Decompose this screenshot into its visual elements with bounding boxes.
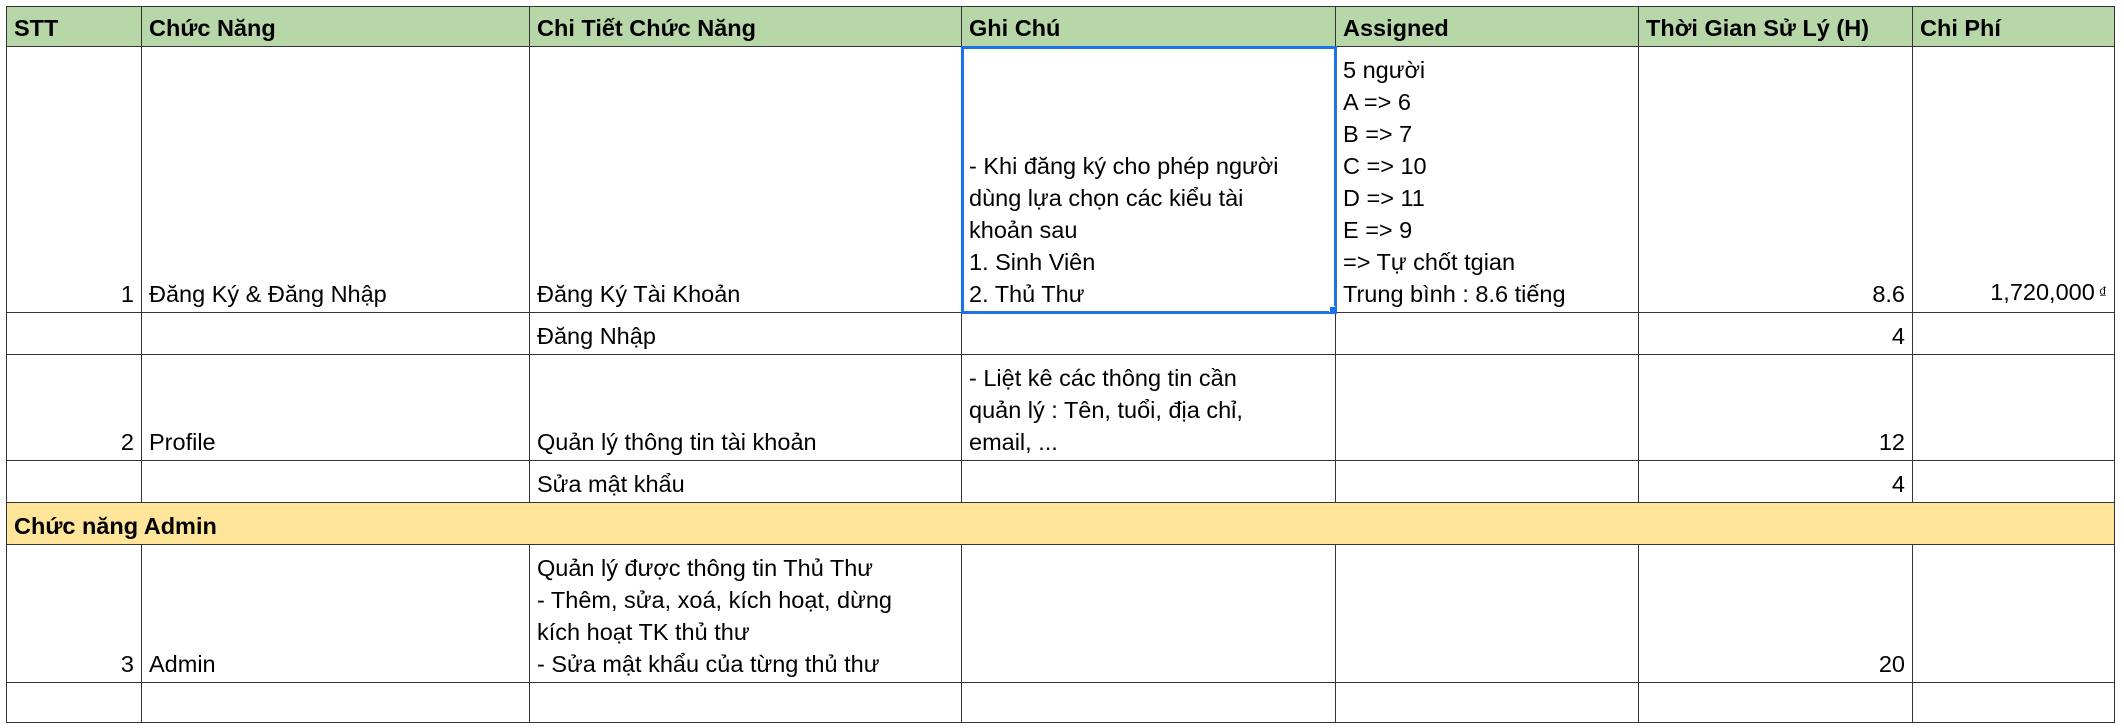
cell-chuc-nang[interactable]: Profile [142, 355, 530, 461]
cell-thoi-gian[interactable]: 12 [1639, 355, 1913, 461]
header-cell-ghi-chu[interactable]: Ghi Chú [962, 7, 1336, 47]
cell-stt[interactable]: 3 [7, 545, 142, 683]
cell-ghi-chu-text: - Khi đăng ký cho phép người dùng lựa chọn các kiểu tài khoản sau 1. Sinh Viên 2. Thủ Thư [969, 153, 1279, 307]
table-row [7, 683, 2115, 723]
cell-chuc-nang[interactable]: Admin [142, 545, 530, 683]
cell-assigned[interactable] [1336, 545, 1639, 683]
section-row-admin [7, 503, 2115, 545]
cell-thoi-gian[interactable]: 8.6 [1639, 47, 1913, 313]
header-cell-chi-phi[interactable]: Chi Phí [1913, 7, 2115, 47]
cell-thoi-gian[interactable] [1639, 683, 1913, 723]
header-row [7, 7, 2115, 47]
header-cell-stt[interactable]: STT [7, 7, 142, 47]
currency-symbol: ₫ [2098, 285, 2107, 302]
cell-ghi-chu[interactable] [962, 313, 1336, 355]
cell-assigned[interactable] [1336, 313, 1639, 355]
cell-stt[interactable]: 2 [7, 355, 142, 461]
cell-assigned[interactable]: 5 người A => 6 B => 7 C => 10 D => 11 E => 9 => Tự chốt tgian Trung bình : 8.6 tiếng [1336, 47, 1639, 313]
cell-chuc-nang[interactable] [142, 461, 530, 503]
table-row [7, 313, 2115, 355]
cell-ghi-chu-selected[interactable] [962, 47, 1336, 313]
cell-chi-tiet[interactable]: Quản lý thông tin tài khoản [530, 355, 962, 461]
cell-chuc-nang[interactable]: Đăng Ký & Đăng Nhập [142, 47, 530, 313]
header-cell-chi-tiet[interactable]: Chi Tiết Chức Năng [530, 7, 962, 47]
cell-chi-tiet[interactable]: Đăng Nhập [530, 313, 962, 355]
table-row [7, 355, 2115, 461]
cell-stt[interactable] [7, 313, 142, 355]
cell-chi-phi[interactable] [1913, 47, 2115, 313]
cell-chi-tiet[interactable]: Sửa mật khẩu [530, 461, 962, 503]
cell-stt[interactable] [7, 461, 142, 503]
cell-chi-tiet[interactable] [530, 683, 962, 723]
fill-handle[interactable] [1329, 306, 1336, 313]
cell-assigned[interactable] [1336, 355, 1639, 461]
cell-stt[interactable]: 1 [7, 47, 142, 313]
cell-assigned[interactable] [1336, 683, 1639, 723]
section-title[interactable]: Chức năng Admin [7, 503, 2115, 545]
cell-chi-phi-value: 1,720,000 [1990, 279, 2095, 305]
cell-chi-phi[interactable] [1913, 545, 2115, 683]
cell-chi-phi[interactable] [1913, 355, 2115, 461]
header-cell-assigned[interactable]: Assigned [1336, 7, 1639, 47]
cell-thoi-gian[interactable]: 4 [1639, 461, 1913, 503]
cell-chi-phi[interactable] [1913, 683, 2115, 723]
table-row [7, 545, 2115, 683]
cell-chuc-nang[interactable] [142, 683, 530, 723]
cell-stt[interactable] [7, 683, 142, 723]
cell-ghi-chu[interactable] [962, 683, 1336, 723]
cell-assigned[interactable] [1336, 461, 1639, 503]
cell-chi-phi[interactable] [1913, 461, 2115, 503]
cell-ghi-chu[interactable] [962, 461, 1336, 503]
spreadsheet-table [6, 6, 2115, 723]
cell-thoi-gian[interactable]: 20 [1639, 545, 1913, 683]
cell-ghi-chu[interactable]: - Liệt kê các thông tin cần quản lý : Tên, tuổi, địa chỉ, email, ... [962, 355, 1336, 461]
cell-thoi-gian[interactable]: 4 [1639, 313, 1913, 355]
header-cell-chuc-nang[interactable]: Chức Năng [142, 7, 530, 47]
table-row [7, 461, 2115, 503]
cell-chi-phi[interactable] [1913, 313, 2115, 355]
header-cell-thoi-gian[interactable]: Thời Gian Sử Lý (H) [1639, 7, 1913, 47]
cell-chi-tiet[interactable]: Quản lý được thông tin Thủ Thư - Thêm, sửa, xoá, kích hoạt, dừng kích hoạt TK thủ thư - Sửa mật khẩu của từng thủ thư [530, 545, 962, 683]
cell-chi-tiet[interactable]: Đăng Ký Tài Khoản [530, 47, 962, 313]
cell-chuc-nang[interactable] [142, 313, 530, 355]
table-row [7, 47, 2115, 313]
cell-ghi-chu[interactable] [962, 545, 1336, 683]
